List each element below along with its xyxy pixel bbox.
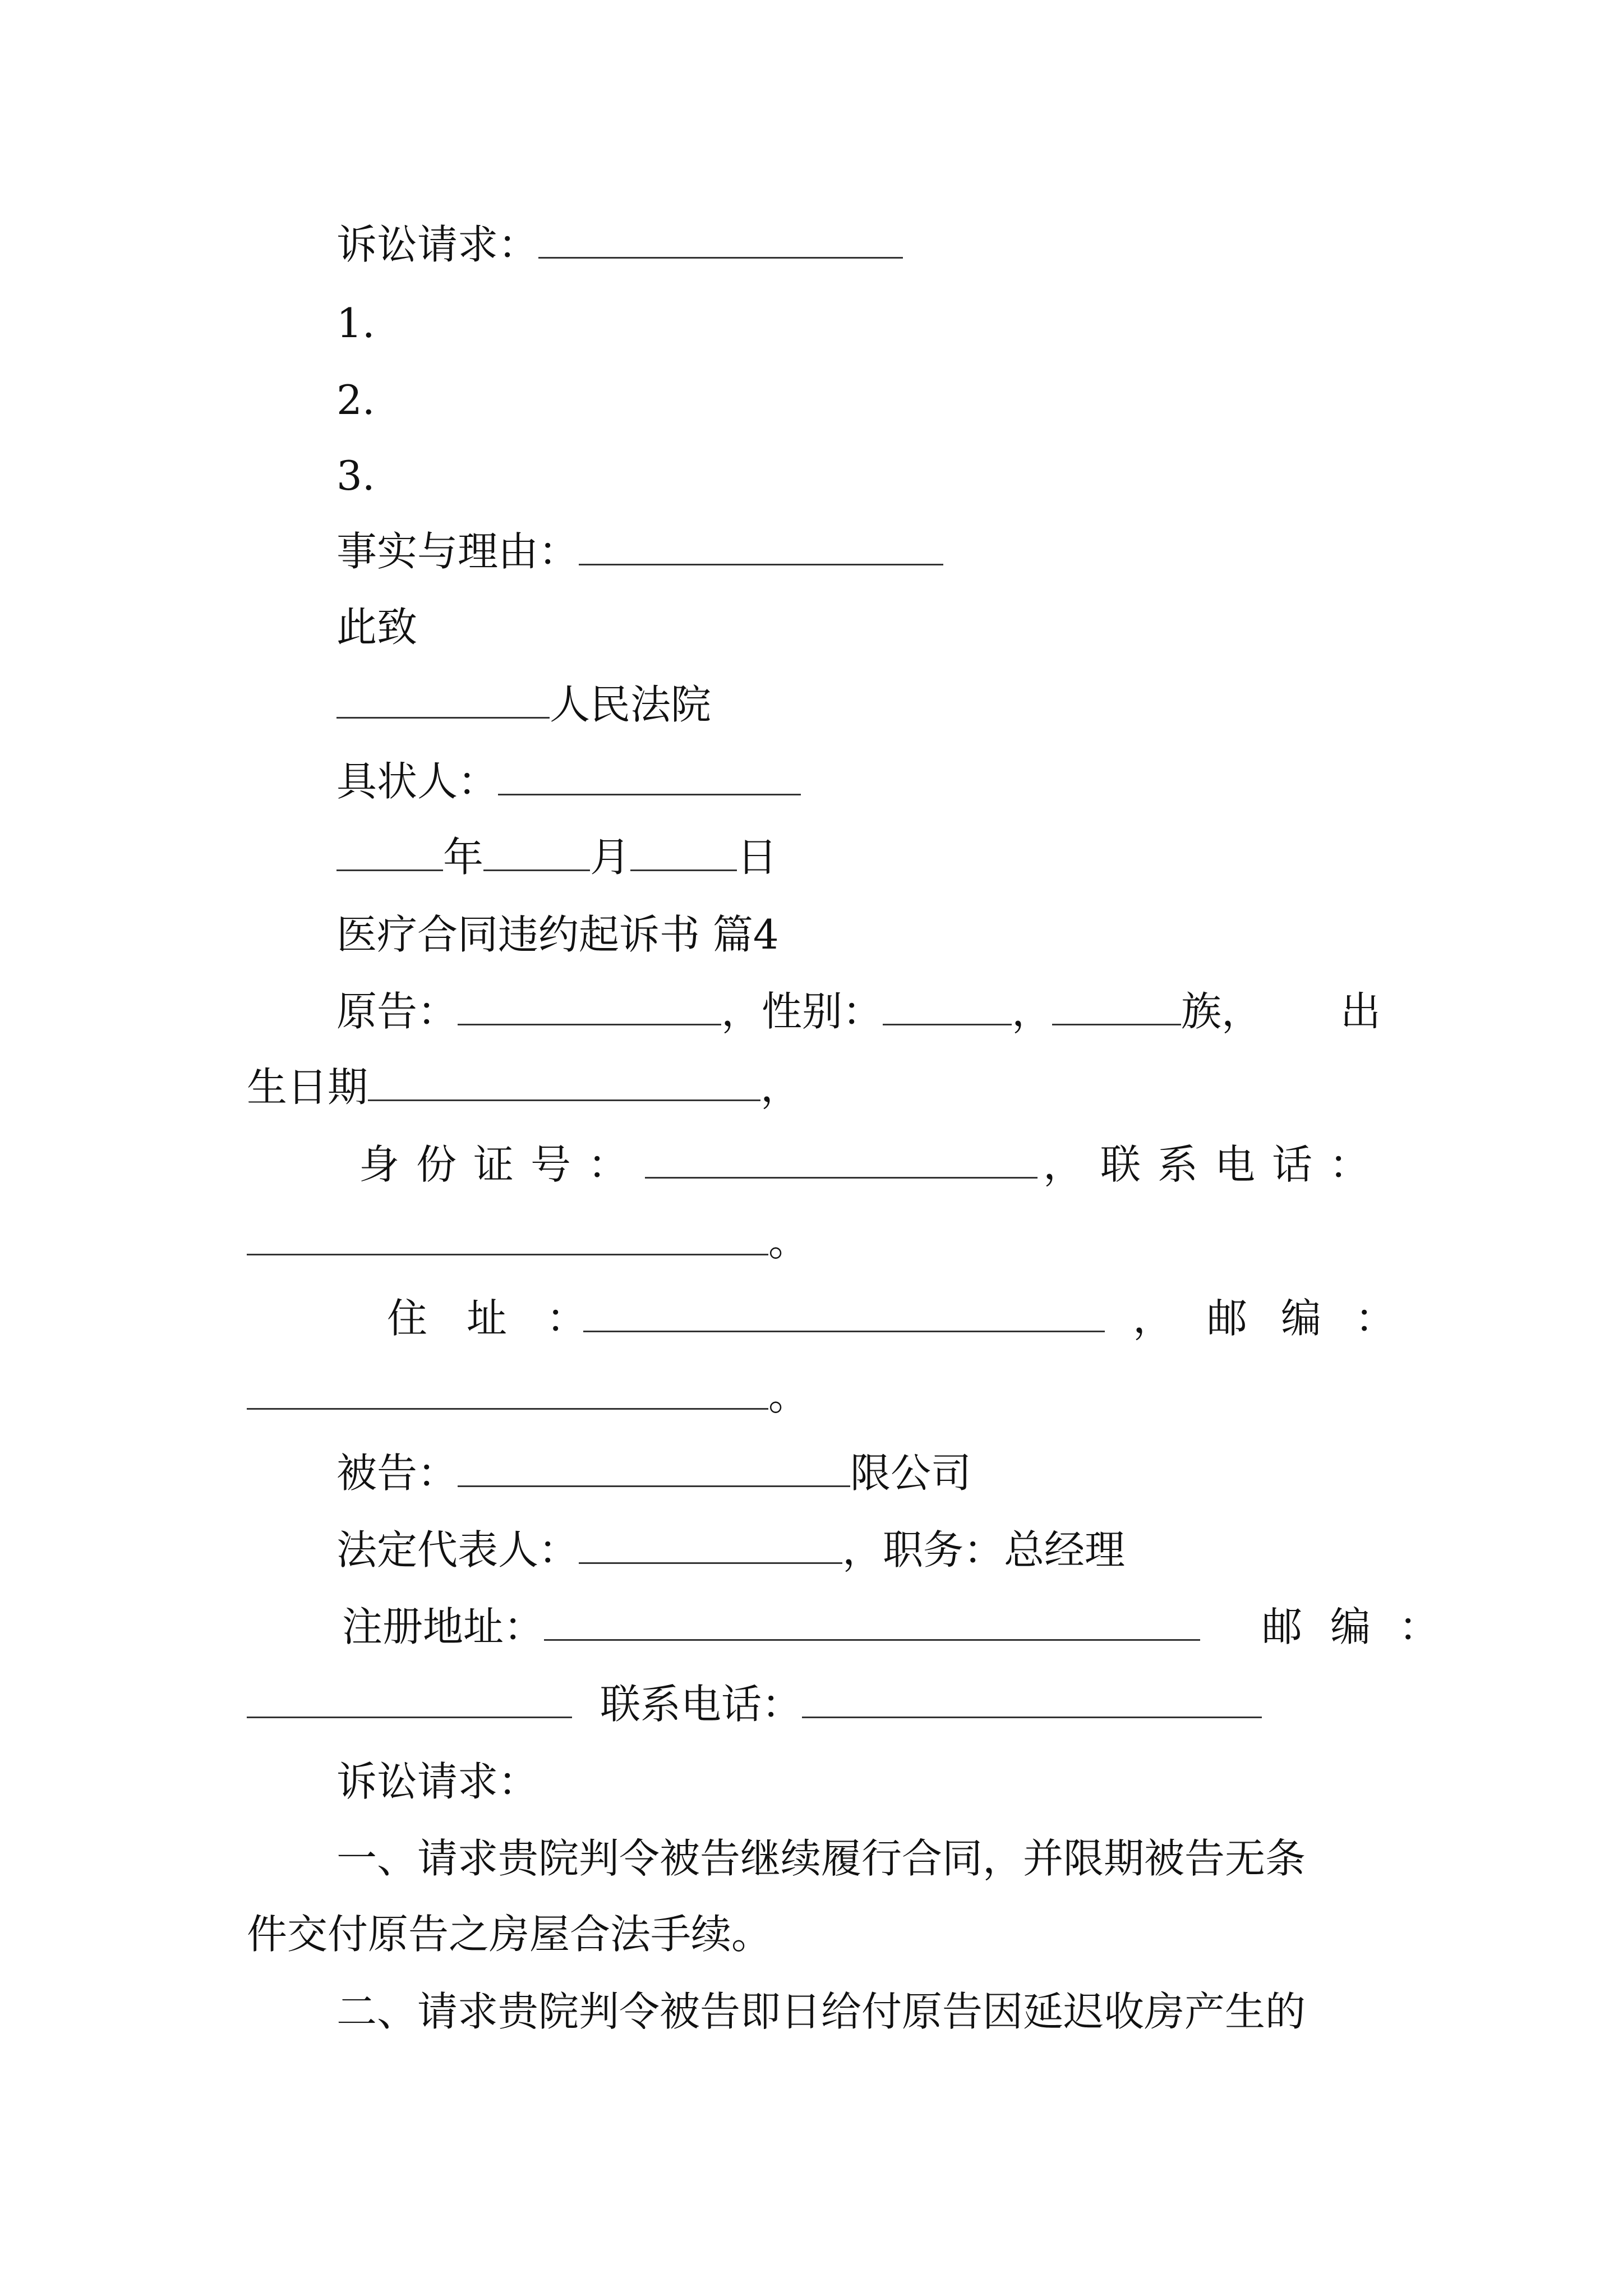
reg-postcode-label: 邮编： [1262,1603,1468,1650]
court-line [336,678,711,731]
facts-blank [579,529,943,565]
phone-blank [247,1219,768,1255]
birth-prefix: 出 [1340,988,1381,1035]
petitioner-blank [498,759,801,795]
reg-address-line [342,1600,1200,1654]
defendant-blank [458,1451,850,1487]
company-suffix: 限公司 [850,1450,972,1497]
petitioner-line [336,754,801,808]
claim-item-1: 1. [336,300,375,347]
birth-label: 生日期 [247,1064,368,1111]
gender-label: ，性别： [721,988,883,1035]
address-blank-wrap [583,1291,1105,1345]
postcode-label: ，邮编： [1133,1295,1430,1342]
reg-address-blank [544,1604,1200,1641]
claim-item-2: 2. [336,376,375,424]
position-text: ，职务：总经理 [842,1526,1126,1573]
claims-line [336,218,903,272]
day-label: 日 [737,834,778,881]
facts-line [336,524,943,578]
reg-phone-blank [802,1682,1262,1718]
address-blank [583,1296,1105,1332]
reg-phone-line [247,1677,1262,1731]
claim-1-line-2: 件交付原告之房屋合法手续。 [247,1911,772,1958]
comma: ， [1012,988,1053,1035]
period-1: 。 [768,1218,809,1265]
ethnicity-suffix: 族， [1181,988,1262,1035]
claims-label-2: 诉讼请求： [336,1758,539,1805]
section-title: 医疗合同违约起诉书 篇4 [336,911,779,958]
year-label: 年 [443,834,484,881]
plaintiff-label: 原告： [336,988,458,1035]
gender-blank [883,989,1012,1025]
legal-rep-line [336,1523,1125,1577]
month-blank [483,835,590,871]
postcode-blank [247,1373,768,1410]
day-blank [630,835,737,871]
id-blank-wrap [645,1138,1038,1191]
claims-blank [538,222,903,259]
claim-1-line-1: 一、请求贵院判令被告继续履行合同，并限期被告无条 [336,1835,1306,1882]
phone-label: ，联系电话： [1043,1141,1387,1188]
claim-2-line-1: 二、请求贵院判令被告即日给付原告因延迟收房产生的 [336,1988,1306,2035]
reg-postcode-blank [247,1682,572,1718]
birth-date-blank [368,1065,760,1101]
court-name-blank [336,682,550,719]
address-label: 住址： [387,1295,626,1342]
date-line [336,830,777,884]
phone-line [247,1214,809,1268]
plaintiff-name-blank [458,989,721,1025]
period-2: 。 [768,1372,809,1419]
legal-rep-label: 法定代表人： [336,1526,579,1573]
birth-end: ， [760,1064,801,1111]
birth-line [247,1060,801,1114]
ethnicity-blank [1052,989,1181,1025]
month-label: 月 [590,834,631,881]
court-suffix: 人民法院 [550,681,712,728]
defendant-label: 被告： [336,1450,458,1497]
claim-item-3: 3. [336,452,375,499]
plaintiff-line [336,984,1262,1038]
reg-phone-label: 联系电话： [600,1681,803,1728]
postcode-line [247,1369,809,1423]
reg-address-label: 注册地址： [342,1603,545,1650]
petitioner-label: 具状人： [336,758,499,805]
year-blank [336,835,443,871]
id-number-blank [645,1142,1038,1179]
legal-rep-blank [579,1527,842,1564]
salutation: 此致 [336,604,418,651]
defendant-line [336,1446,971,1500]
claims-label: 诉讼请求： [336,221,539,268]
id-label: 身份证号： [359,1141,645,1188]
facts-label: 事实与理由： [336,528,579,575]
